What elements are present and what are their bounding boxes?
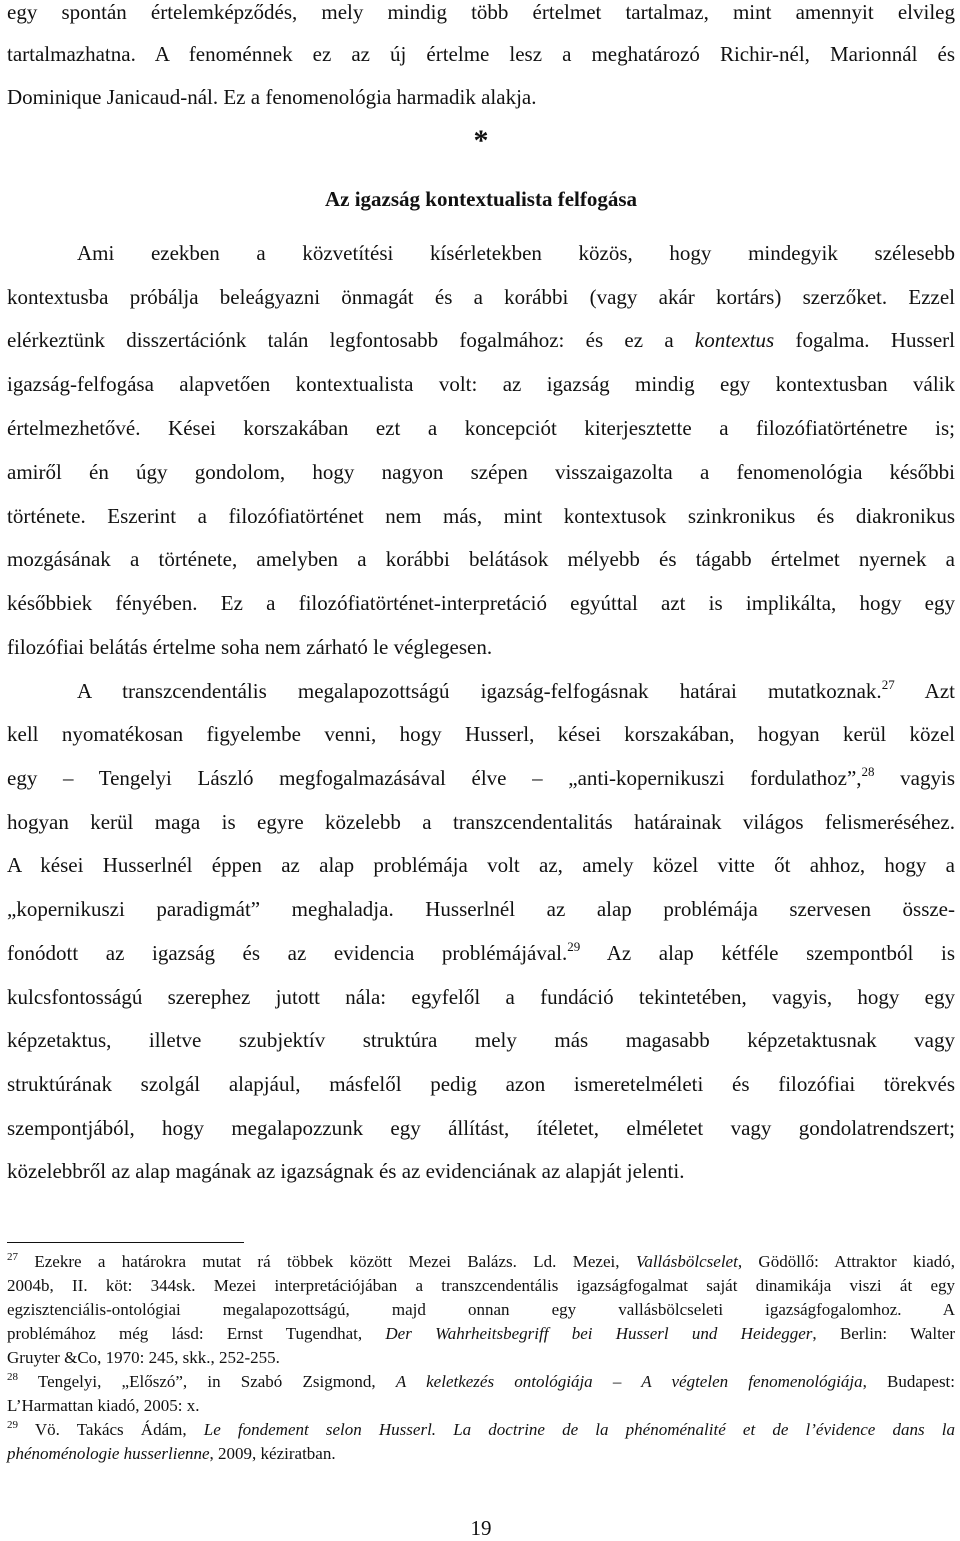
text-line: egy – Tengelyi László megfogalmazásával élve – „anti-kopernikuszi fordulathoz”,$^{28}$ vagyis	[7, 764, 955, 790]
section-heading: Az igazság kontextualista felfogása	[324, 187, 638, 211]
footnote-line: L’Harmattan kiadó, 2005: x.	[7, 1396, 200, 1415]
footnote-ref[interactable]: 28	[861, 764, 875, 779]
text-line: Ami ezekben a közvetítési kísérletekben közös, hogy mindegyik szélesebb	[77, 241, 955, 265]
text-line: amiről én úgy gondolom, hogy nagyon szépen visszaigazolta a fenomenológia későbbi	[7, 460, 955, 484]
text-line: értelmezhetővé. Kései korszakában ezt a koncepciót kiterjesztette a filozófiatörténetre is;	[7, 416, 955, 440]
text-line: filozófiai belátás értelme soha nem zárható le véglegesen.	[7, 635, 493, 659]
text-line: mozgásának a története, amelyben a korábbi belátások mélyebb és tágabb értelmet nyernek a	[7, 547, 955, 571]
text-line: Dominique Janicaud-nál. Ez a fenomenológia harmadik alakja.	[7, 85, 537, 109]
text-line: egy spontán értelemképződés, mely mindig több értelmet tartalmaz, mint amennyit elvileg	[7, 0, 955, 24]
text-line: tartalmazhatna. A fenoménnek ez az új értelme lesz a meghatározó Richir-nél, Marionnál és	[7, 42, 955, 66]
footnote-28: $^{28}$ Tengelyi, „Előszó”, in Szabó Zsigmond, A keletkezés ontológiája – A végtelen fenomenológiája, Budapest:	[7, 1371, 956, 1391]
text-line: szempontjából, hogy megalapozzunk egy állítást, ítéletet, elméletet vagy gondolatrendszert;	[7, 1116, 955, 1140]
footnote-divider	[7, 1242, 244, 1243]
page-number: 19	[470, 1516, 492, 1540]
footnote-27: $^{27}$ Ezekre a határokra mutat rá többek között Mezei Balázs. Ld. Mezei, Vallásbölcselet, Gödöllő: Attraktor kiadó,	[7, 1251, 955, 1271]
text-line: kontextusba próbálja beleágyazni önmagát és a korábbi (vagy akár kortárs) szerzőket. Ezzel	[7, 285, 955, 309]
text-line: struktúrának szolgál alapjául, másfelől pedig azon ismeretelméleti és filozófiai törekvés	[7, 1072, 955, 1096]
text-line: fonódott az igazság és az evidencia problémájával.$^{29}$ Az alap kétféle szempontból is	[7, 939, 955, 965]
text-line: története. Eszerint a filozófiatörténet nem más, mint kontextusok szinkronikus és diakronikus	[7, 504, 955, 528]
text-line: kell nyomatékosan figyelembe venni, hogy Husserl, kései korszakában, hogyan kerül közel	[7, 722, 955, 746]
text-line: A transzcendentális megalapozottságú igazság-felfogásnak határai mutatkoznak.$^{27}$ Azt	[77, 677, 955, 703]
text-line: igazság-felfogása alapvetően kontextualista volt: az igazság mindig egy kontextusban válik	[7, 372, 955, 396]
text-line: későbbiek fényében. Ez a filozófiatörténet-interpretáció egyúttal azt is implikálta, hogy egy	[7, 591, 955, 615]
footnote-29: $^{29}$ Vö. Takács Ádám, Le fondement selon Husserl. La doctrine de la phénoménalité et de l’évidence dans la	[7, 1419, 955, 1439]
text-line: hogyan kerül maga is egyre közelebb a transzcendentalitás határainak világos felismeréséhez.	[7, 810, 955, 834]
footnote-line: phénoménologie husserlienne, 2009, kéziratban.	[7, 1444, 336, 1463]
text-line: közelebbről az alap magának az igazságnak és az evidenciának az alapját jelenti.	[7, 1159, 685, 1183]
footnote-line: 2004b, II. köt: 344sk. Mezei interpretációjában a transzcendentális igazságfogalmat saját dinamikája viszi át egy	[7, 1276, 955, 1295]
text-line: elérkeztünk disszertációnk talán legfontosabb fogalmához: és ez a kontextus fogalma. Husserl	[7, 328, 955, 352]
footnote-ref[interactable]: 27	[881, 677, 895, 692]
text-line: A kései Husserlnél éppen az alap problémája volt az, amely közel vitte őt ahhoz, hogy a	[7, 853, 955, 877]
footnote-line: egzisztenciális-ontológiai megalapozottságú, majd onnan egy vallásbölcseleti igazságfogalomhoz. A	[7, 1300, 955, 1319]
text-line: kulcsfontosságú szerephez jutott nála: egyfelől a fundáció tekintetében, vagyis, hogy egy	[7, 985, 955, 1009]
text-line: „kopernikuszi paradigmát” meghaladja. Husserlnél az alap problémája szervesen össze-	[7, 897, 955, 921]
text-line: képzetaktus, illetve szubjektív struktúra mely más magasabb képzetaktusnak vagy	[7, 1028, 955, 1052]
footnote-line: problémához még lásd: Ernst Tugendhat, Der Wahrheitsbegriff bei Husserl und Heidegger, Berlin: Walter	[7, 1324, 955, 1343]
footnote-ref[interactable]: 29	[567, 939, 581, 954]
section-separator: *	[473, 124, 489, 157]
footnote-line: Gruyter &Co, 1970: 245, skk., 252-255.	[7, 1348, 280, 1367]
